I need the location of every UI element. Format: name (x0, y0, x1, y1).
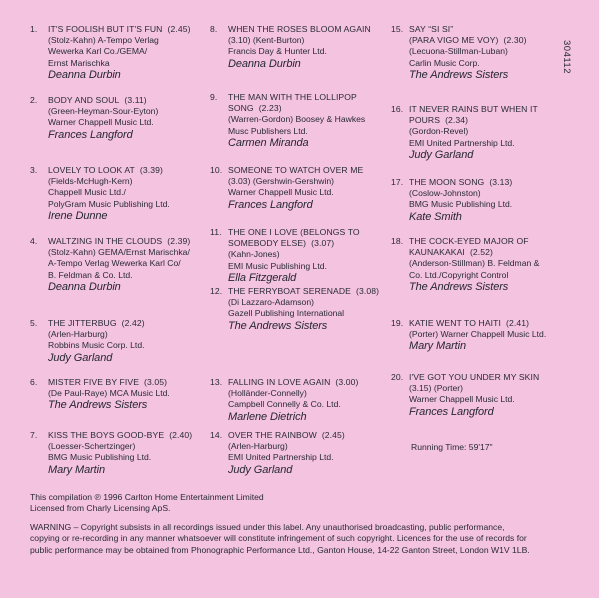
track-credit: (3.03) (Gershwin-Gershwin) (228, 176, 335, 187)
track-credit: (Kahn-Jones) (228, 249, 280, 260)
track-duration: (2.52) (469, 247, 493, 258)
track-credit: Campbell Connelly & Co. Ltd. (228, 399, 341, 410)
track-credit: A-Tempo Verlag Wewerka Karl Co/ (48, 258, 181, 269)
track-entry (210, 24, 390, 71)
track-artist: Judy Garland (409, 148, 474, 161)
track-duration: (2.41) (506, 318, 530, 328)
track-number: 5. (30, 318, 38, 328)
track-credit: (Warren-Gordon) Boosey & Hawkes (228, 114, 366, 125)
track-credit: PolyGram Music Publishing Ltd. (48, 198, 170, 209)
track-artist: The Andrews Sisters (409, 68, 509, 81)
track-entry (210, 430, 390, 477)
track-title: FALLING IN LOVE AGAIN (228, 377, 331, 387)
track-credit: (Gordon-Revel) (409, 126, 469, 137)
track-credit: EMI United Partnership Ltd. (228, 452, 334, 463)
track-heading (210, 92, 390, 114)
track-credit: (3.10) (Kent-Burton) (228, 35, 305, 46)
track-number: 15. (391, 24, 404, 34)
track-artist: Irene Dunne (48, 209, 108, 222)
track-artist: Judy Garland (228, 463, 293, 476)
track-artist: Mary Martin (48, 463, 105, 476)
track-artist: Frances Langford (48, 128, 133, 141)
track-artist: Mary Martin (409, 340, 466, 353)
track-artist: Judy Garland (48, 351, 113, 364)
track-entry (30, 236, 210, 294)
track-title: IT NEVER RAINS BUT WHEN IT (409, 104, 538, 114)
track-credit: EMI Music Publishing Ltd. (228, 260, 327, 271)
compilation-line: This compilation ℗ 1996 Carlton Home Entertainment Limited (30, 492, 264, 502)
track-duration: (2.40) (169, 430, 193, 440)
compilation-notice (30, 492, 590, 515)
track-artist: Deanna Durbin (228, 57, 301, 70)
track-number: 6. (30, 377, 38, 387)
track-entry (391, 236, 571, 294)
track-number: 7. (30, 430, 38, 440)
track-title: THE FERRYBOAT SERENADE (228, 286, 352, 296)
track-credit: (Fields-McHugh-Kern) (48, 176, 133, 187)
track-entry (210, 377, 390, 424)
track-artist: Frances Langford (409, 405, 494, 418)
track-credit: (Holländer-Connelly) (228, 388, 307, 399)
track-entry (30, 430, 210, 477)
track-credit: (Arlen-Harburg) (48, 329, 108, 340)
track-number: 12. (210, 286, 223, 296)
track-title-continued: SOMEBODY ELSE) (228, 238, 307, 249)
track-duration: (3.05) (144, 377, 168, 387)
track-title: LOVELY TO LOOK AT (48, 165, 135, 175)
track-duration: (3.08) (356, 286, 380, 296)
track-credit: (Green-Heyman-Sour-Eyton) (48, 106, 159, 117)
track-duration: (2.42) (121, 318, 145, 328)
warning-line: copying or re-recording in any manner whatsoever will constitute infringement of such copyright. Licences for the use of records for (30, 533, 527, 544)
track-title: I'VE GOT YOU UNDER MY SKIN (409, 372, 540, 382)
track-title-continued: SONG (228, 103, 254, 114)
track-heading (391, 177, 571, 188)
track-duration: (3.00) (335, 377, 359, 387)
track-heading (30, 165, 210, 176)
track-entry (210, 92, 390, 150)
track-number: 4. (30, 236, 38, 246)
track-credit: (Stolz-Kahn) A-Tempo Verlag (48, 35, 159, 46)
track-duration: (3.11) (124, 95, 147, 105)
track-credit: BMG Music Publishing Ltd. (409, 199, 513, 210)
track-title: SOMEONE TO WATCH OVER ME (228, 165, 364, 175)
track-entry (391, 372, 571, 419)
track-title: THE MAN WITH THE LOLLIPOP (228, 92, 357, 102)
track-credit: (Di Lazzaro-Adamson) (228, 297, 314, 308)
track-credit: (Coslow-Johnston) (409, 188, 481, 199)
track-heading (30, 24, 210, 35)
track-heading (210, 165, 390, 176)
track-credit: (Loesser-Schertzinger) (48, 441, 136, 452)
track-number: 20. (391, 372, 404, 382)
warning-line: WARNING – Copyright subsists in all recordings issued under this label. Any unauthorised broadcasting, public performance, (30, 522, 505, 532)
track-number: 3. (30, 165, 38, 175)
track-duration: (3.13) (489, 177, 513, 187)
track-number: 11. (210, 227, 222, 237)
track-duration: (2.23) (258, 103, 282, 114)
track-artist: Ella Fitzgerald (228, 271, 297, 284)
track-heading (210, 377, 390, 388)
track-number: 17. (391, 177, 404, 187)
track-title: SAY “SI SI” (409, 24, 454, 34)
track-duration: (2.45) (321, 430, 345, 440)
track-duration: (2.34) (445, 115, 469, 126)
track-heading (391, 372, 571, 383)
track-artist: The Andrews Sisters (48, 399, 148, 412)
track-artist: Deanna Durbin (48, 280, 121, 293)
track-credit: Chappell Music Ltd./ (48, 187, 126, 198)
track-title: THE JITTERBUG (48, 318, 117, 328)
track-credit: (Lecuona-Stillman-Luban) (409, 46, 508, 57)
track-credit: (Stolz-Kahn) GEMA/Ernst Marischka/ (48, 247, 190, 258)
track-title-continued: KAUNAKAKAI (409, 247, 465, 258)
copyright-warning (30, 522, 590, 556)
track-number: 13. (210, 377, 223, 387)
track-heading (30, 430, 210, 441)
warning-line: public performance may be obtained from Phonographic Performance Ltd., Ganton House, 14-22 Ganton Street, London W1V 1LB. (30, 544, 530, 555)
track-title: MISTER FIVE BY FIVE (48, 377, 140, 387)
track-credit: Wewerka Karl Co./GEMA/ (48, 46, 148, 57)
track-entry (210, 286, 390, 333)
track-title: WHEN THE ROSES BLOOM AGAIN (228, 24, 371, 34)
catalog-number: 304112 (561, 40, 572, 74)
compilation-line: Licensed from Charly Licensing ApS. (30, 503, 171, 514)
track-heading (391, 318, 571, 329)
track-entry (30, 165, 210, 223)
track-heading (391, 236, 571, 258)
track-credit: (3.15) (Porter) (409, 383, 463, 394)
track-entry (391, 177, 571, 224)
track-duration: (2.30) (503, 35, 527, 46)
track-number: 10. (210, 165, 223, 175)
running-time: Running Time: 59'17" (411, 442, 493, 452)
track-number: 1. (30, 24, 38, 34)
track-entry (210, 227, 390, 285)
track-credit: Ernst Marischka (48, 57, 110, 68)
track-title-continued: (PARA VIGO ME VOY) (409, 35, 499, 46)
track-entry (30, 318, 210, 365)
track-heading (210, 286, 390, 297)
track-credit: EMI United Partnership Ltd. (409, 137, 515, 148)
track-credit: Gazell Publishing International (228, 308, 345, 319)
track-credit: (Anderson-Stillman) B. Feldman & (409, 258, 540, 269)
track-entry (391, 24, 571, 82)
track-title: KATIE WENT TO HAITI (409, 318, 501, 328)
track-duration: (3.07) (311, 238, 335, 249)
track-credit: Warner Chappell Music Ltd. (409, 394, 515, 405)
track-artist: Deanna Durbin (48, 68, 121, 81)
track-credit: (De Paul-Raye) MCA Music Ltd. (48, 388, 170, 399)
track-number: 2. (30, 95, 38, 105)
track-credit: Carlin Music Corp. (409, 57, 480, 68)
track-title: WALTZING IN THE CLOUDS (48, 236, 163, 246)
track-title-continued: POURS (409, 115, 441, 126)
track-entry (391, 104, 571, 162)
track-entry (391, 318, 571, 353)
track-artist: Kate Smith (409, 210, 462, 223)
track-credit: Musc Publishers Ltd. (228, 125, 308, 136)
track-heading (210, 24, 390, 35)
track-artist: Carmen Miranda (228, 136, 309, 149)
track-credit: Warner Chappell Music Ltd. (48, 117, 154, 128)
track-heading (30, 95, 210, 106)
track-title: THE COCK-EYED MAJOR OF (409, 236, 529, 246)
track-number: 16. (391, 104, 404, 114)
track-credit: Co. Ltd./Copyright Control (409, 269, 509, 280)
track-entry (30, 95, 210, 142)
track-heading (30, 377, 210, 388)
track-heading (391, 24, 571, 46)
track-credit: Warner Chappell Music Ltd. (228, 187, 334, 198)
track-credit: Francis Day & Hunter Ltd. (228, 46, 327, 57)
track-duration: (2.45) (167, 24, 191, 34)
track-entry (210, 165, 390, 212)
track-duration: (2.39) (167, 236, 191, 246)
track-credit: (Porter) Warner Chappell Music Ltd. (409, 329, 547, 340)
track-number: 19. (391, 318, 404, 328)
track-number: 9. (210, 92, 218, 102)
track-number: 8. (210, 24, 218, 34)
track-heading (210, 430, 390, 441)
track-artist: Marlene Dietrich (228, 410, 307, 423)
track-entry (30, 377, 210, 412)
track-title: KISS THE BOYS GOOD-BYE (48, 430, 165, 440)
track-title: BODY AND SOUL (48, 95, 120, 105)
track-duration: (3.39) (139, 165, 163, 175)
track-number: 14. (210, 430, 223, 440)
track-artist: The Andrews Sisters (409, 280, 509, 293)
track-artist: Frances Langford (228, 198, 313, 211)
track-title: THE ONE I LOVE (BELONGS TO (228, 227, 360, 237)
track-artist: The Andrews Sisters (228, 319, 328, 332)
track-credit: B. Feldman & Co. Ltd. (48, 269, 133, 280)
track-heading (210, 227, 390, 249)
track-heading (30, 318, 210, 329)
track-number: 18. (391, 236, 404, 246)
track-credit: BMG Music Publishing Ltd. (48, 452, 152, 463)
track-credit: Robbins Music Corp. Ltd. (48, 340, 145, 351)
track-heading (391, 104, 571, 126)
track-title: THE MOON SONG (409, 177, 485, 187)
track-credit: (Arlen-Harburg) (228, 441, 288, 452)
track-heading (30, 236, 210, 247)
track-title: OVER THE RAINBOW (228, 430, 317, 440)
track-title: IT'S FOOLISH BUT IT'S FUN (48, 24, 163, 34)
track-entry (30, 24, 210, 82)
